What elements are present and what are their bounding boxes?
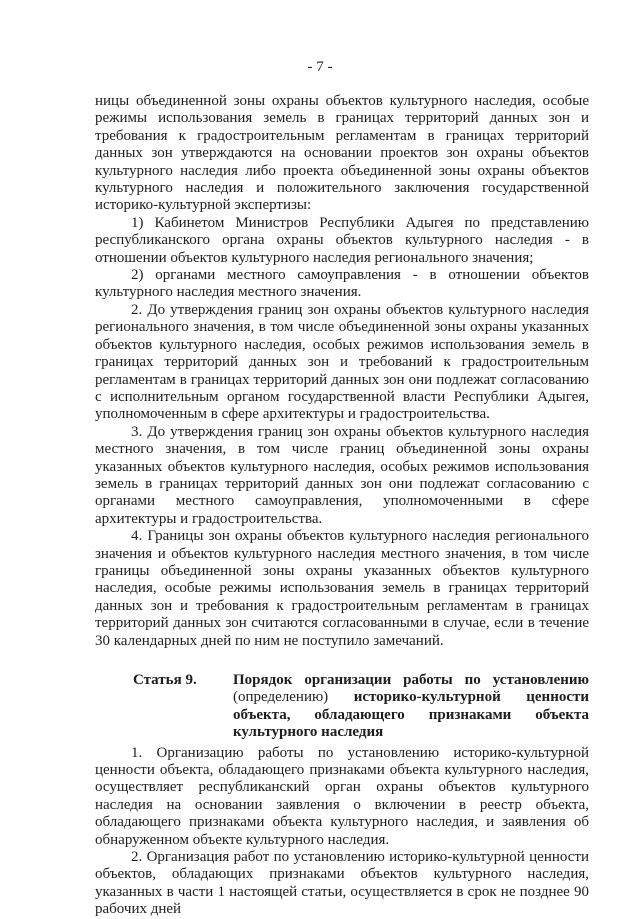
page-number: - 7 - [307, 59, 333, 75]
paragraph: ницы объединенной зоны охраны объектов культурного наследия, особые режимы использования земель в границах территорий данных зон и требования к градостроительным регламентам в границах территорий данных зон утверждаются на основании проектов зон охраны объектов культурного наследия либо проекта объединенной зоны охраны объектов культурного наследия и положительного заключения государственной историко-культурной экспертизы: [95, 93, 589, 214]
paragraph: 3. До утверждения границ зон охраны объектов культурного наследия местного значения, в том числе границ объединенной зоны охраны указанных объектов культурного наследия, особых режимов использования земель в границах территорий данных зон они подлежат согласованию с органами местного самоуправления, уполномоченными в сфере архитектуры и градостроительства. [95, 423, 589, 527]
paragraphs-after [95, 745, 589, 919]
article-title [233, 672, 589, 742]
article-title-part: (определению) [233, 689, 329, 706]
article-heading [95, 672, 589, 742]
paragraph: 1. Организацию работы по установлению историко-культурной ценности объекта, обладающего признаками объекта культурного наследия, осуществляет республиканский орган охраны объектов культурного наследия на основании заявления о включении в реестр объекта, обладающего признаками объекта культурного наследия, и заявления об обнаруженном объекте культурного наследия. [95, 744, 589, 848]
paragraph: 1) Кабинетом Министров Республики Адыгея по представлению республиканского органа охраны объектов культурного наследия - в отношении объектов культурного наследия регионального значения; [95, 214, 589, 266]
article-title-part: Порядок организации работы по установлению [233, 672, 589, 688]
paragraph: 2. Организация работ по установлению историко-культурной ценности объектов, обладающих признаками объектов культурного наследия, указанных в части 1 настоящей статьи, осуществляется в срок не позднее 90 рабочих дней [95, 849, 589, 918]
paragraph: 2) органами местного самоуправления - в отношении объектов культурного наследия местного значения. [95, 267, 589, 301]
article-number: Статья 9. [133, 672, 197, 688]
article-title-part: историко-культурной ценности объекта, обладающего признаками объекта культурного наследия [233, 689, 589, 741]
paragraph: 4. Границы зон охраны объектов культурного наследия регионального значения и объектов культурного наследия местного значения, в том числе границы объединенной зоны охраны указанных объектов культурного наследия, особые режимы использования земель в границах территорий данных зон и требования к градостроительным регламентам в границах территорий данных зон считаются согласованными в случае, если в течение 30 календарных дней по ним не поступило замечаний. [95, 528, 589, 649]
document-body [95, 93, 589, 919]
paragraph: 2. До утверждения границ зон охраны объектов культурного наследия регионального значения, в том числе объединенной зоны охраны указанных объектов культурного наследия, особых режимов использования земель в границах территорий данных зон и требований к градостроительным регламентам в границах территорий данных зон они подлежат согласованию с исполнительным органом государственной власти Республики Адыгея, уполномоченным в сфере архитектуры и градостроительства. [95, 301, 589, 423]
paragraphs-before [95, 93, 589, 650]
